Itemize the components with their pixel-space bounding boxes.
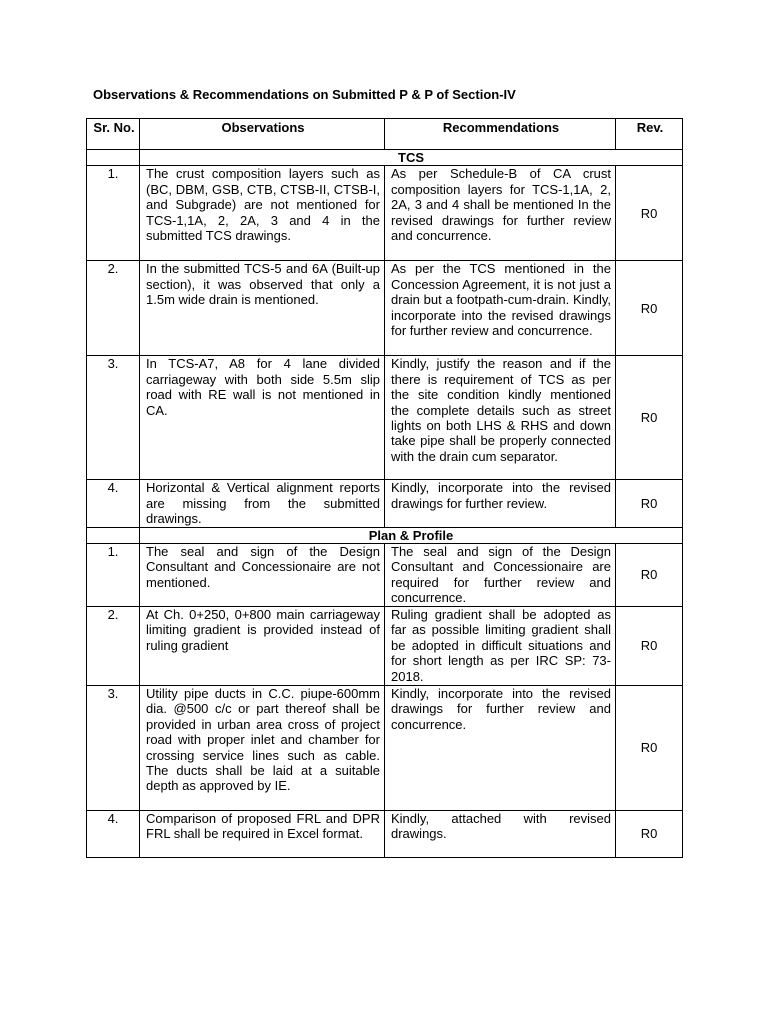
rev-cell: R0 xyxy=(616,166,683,261)
section-row xyxy=(87,150,683,166)
rev-cell: R0 xyxy=(616,686,683,811)
sr-no-cell: 4. xyxy=(87,811,140,858)
observation-cell: Comparison of proposed FRL and DPR FRL shall be required in Excel format. xyxy=(140,811,385,858)
table-row xyxy=(87,686,683,811)
observation-cell: At Ch. 0+250, 0+800 main carriageway limiting gradient is provided instead of ruling gradient xyxy=(140,607,385,686)
header-recommendations: Recommendations xyxy=(385,119,616,150)
document-title: Observations & Recommendations on Submitted P & P of Section-IV xyxy=(93,87,516,102)
table-row xyxy=(87,544,683,607)
section-title: TCS xyxy=(140,150,683,166)
table-row xyxy=(87,480,683,527)
header-rev: Rev. xyxy=(616,119,683,150)
section-title: Plan & Profile xyxy=(140,527,683,543)
rev-cell: R0 xyxy=(616,544,683,607)
section-blank-cell xyxy=(87,527,140,543)
recommendation-cell: Ruling gradient shall be adopted as far as possible limiting gradient shall be adopted in difficult situations and for short length as per IRC SP: 73-2018. xyxy=(385,607,616,686)
section-blank-cell xyxy=(87,150,140,166)
section-row xyxy=(87,527,683,543)
header-row xyxy=(87,119,683,150)
recommendation-cell: As per the TCS mentioned in the Concession Agreement, it is not just a drain but a footpath-cum-drain. Kindly, incorporate into the revised drawings for further review and concurrence. xyxy=(385,261,616,356)
observations-table xyxy=(86,118,683,858)
rev-cell: R0 xyxy=(616,261,683,356)
table-row xyxy=(87,356,683,480)
rev-cell: R0 xyxy=(616,480,683,527)
sr-no-cell: 3. xyxy=(87,686,140,811)
recommendation-cell: Kindly, justify the reason and if the there is requirement of TCS as per the site condition kindly mentioned the complete details such as street lights on both LHS & RHS and down take pipe shall be properly connected with the drain cum separator. xyxy=(385,356,616,480)
table-row xyxy=(87,261,683,356)
recommendation-cell: As per Schedule-B of CA crust composition layers for TCS-1,1A, 2, 2A, 3 and 4 shall be mentioned In the revised drawings for further review and concurrence. xyxy=(385,166,616,261)
sr-no-cell: 1. xyxy=(87,544,140,607)
header-sr-no-label: Sr. No. xyxy=(93,120,135,135)
sr-no-cell: 4. xyxy=(87,480,140,527)
sr-no-cell: 2. xyxy=(87,261,140,356)
observation-cell: In the submitted TCS-5 and 6A (Built-up section), it was observed that only a 1.5m wide drain is mentioned. xyxy=(140,261,385,356)
observation-cell: In TCS-A7, A8 for 4 lane divided carriageway with both side 5.5m slip road with RE wall is not mentioned in CA. xyxy=(140,356,385,480)
rev-cell: R0 xyxy=(616,607,683,686)
rev-cell: R0 xyxy=(616,356,683,480)
table-row xyxy=(87,166,683,261)
recommendation-cell: Kindly, incorporate into the revised drawings for further review. xyxy=(385,480,616,527)
sr-no-cell: 2. xyxy=(87,607,140,686)
observation-cell: The crust composition layers such as (BC, DBM, GSB, CTB, CTSB-II, CTSB-I, and Subgrade) are not mentioned for TCS-1,1A, 2, 2A, 3 and 4 in the submitted TCS drawings. xyxy=(140,166,385,261)
header-sr-no xyxy=(87,119,140,150)
observation-cell: Utility pipe ducts in C.C. piupe-600mm dia. @500 c/c or part thereof shall be provided in urban area cross of project road with proper inlet and chamber for crossing service lines such as cable. The ducts shall be laid at a suitable depth as approved by IE. xyxy=(140,686,385,811)
header-observations: Observations xyxy=(140,119,385,150)
sr-no-cell: 1. xyxy=(87,166,140,261)
sr-no-cell: 3. xyxy=(87,356,140,480)
recommendation-cell: The seal and sign of the Design Consultant and Concessionaire are required for further review and concurrence. xyxy=(385,544,616,607)
recommendation-cell: Kindly, attached with revised drawings. xyxy=(385,811,616,858)
table-row xyxy=(87,607,683,686)
observation-cell: The seal and sign of the Design Consultant and Concessionaire are not mentioned. xyxy=(140,544,385,607)
observation-cell: Horizontal & Vertical alignment reports are missing from the submitted drawings. xyxy=(140,480,385,527)
table-row xyxy=(87,811,683,858)
rev-cell: R0 xyxy=(616,811,683,858)
recommendation-cell: Kindly, incorporate into the revised drawings for further review and concurrence. xyxy=(385,686,616,811)
